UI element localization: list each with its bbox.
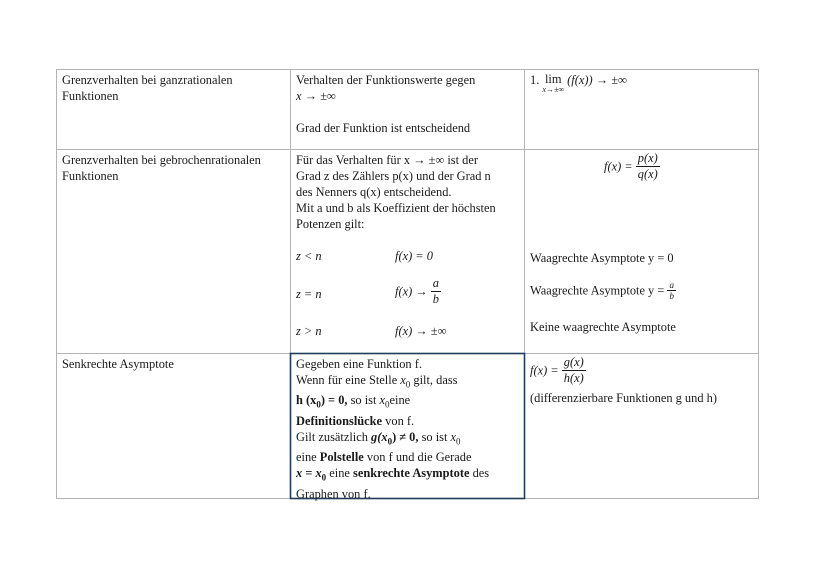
row2-title: Grenzverhalten bei gebrochenrationalen Funktionen: [62, 153, 261, 183]
fx-lhs: f(x) =: [604, 159, 633, 174]
fx-fraction: [636, 151, 660, 182]
frac-numerator: a: [669, 280, 674, 290]
row2-description: [296, 152, 522, 232]
limit-operator: [542, 72, 564, 94]
desc-line: eine Polstelle von f und die Gerade: [296, 450, 472, 465]
desc-line: h $(x_0) = 0$, so ist $x_0eine$: [296, 393, 411, 410]
fx-numerator: g(x): [563, 355, 584, 369]
desc-line: Mit a und b als Koeffizient der höchsten: [296, 201, 496, 215]
row1-title: Grenzverhalten bei ganzrationalen Funktionen: [62, 73, 233, 103]
desc-line: Definitionslücke von f.: [296, 413, 415, 428]
row1-behaviour: Verhalten der Funktionswerte gegen: [296, 73, 476, 87]
case-condition: z = n: [296, 287, 322, 301]
row3-title: Senkrechte Asymptote: [62, 357, 174, 371]
lim-subscript: x→±∞: [542, 85, 565, 94]
frac-denominator: b: [669, 291, 674, 301]
desc-line: Wenn für eine Stelle $x_0$ gilt, dass: [296, 373, 458, 390]
row2-fx-formula: [604, 151, 660, 182]
fx-numerator: p(x): [637, 151, 658, 165]
fx-denominator: h(x): [563, 371, 584, 385]
frac-numerator: a: [432, 276, 439, 290]
desc-line: Grad z des Zählers p(x) und der Grad n: [296, 169, 491, 183]
case-asymptote: Keine waagrechte Asymptote: [530, 320, 676, 334]
row1-approach: x → ±∞: [296, 89, 336, 103]
case-result-lhs: f(x) →: [395, 284, 428, 299]
fx-denominator: q(x): [637, 167, 658, 181]
limit-expression: (f(x)) → ±∞: [567, 73, 627, 87]
desc-line: Potenzen gilt:: [296, 217, 365, 231]
desc-line: Gegeben eine Funktion f.: [296, 357, 422, 371]
case-condition: z < n: [296, 249, 322, 263]
row3-fx-formula: [530, 355, 586, 386]
case-asymptote: Waagrechte Asymptote y = 0: [530, 251, 674, 265]
desc-line: Graphen von f.: [296, 486, 371, 501]
case-asymptote-text: Waagrechte Asymptote y =: [530, 283, 665, 298]
desc-line: des Nenners q(x) entscheidend.: [296, 185, 452, 199]
fx-lhs: f(x) =: [530, 363, 559, 378]
row3-note: (differenzierbare Funktionen g und h): [530, 391, 717, 405]
frac-denominator: b: [432, 292, 439, 306]
desc-line: Gilt zusätzlich $g(x_0) \ne 0$, so ist $x_0$: [296, 429, 461, 447]
case-result: f(x) = 0: [395, 249, 433, 263]
desc-line: $x = x_0$ eine senkrechte Asymptote des: [296, 466, 490, 483]
case-condition: z > n: [296, 324, 322, 338]
case-result: [395, 276, 441, 307]
formula-number: 1.: [530, 73, 540, 87]
row1-limit-formula: [530, 72, 627, 94]
row3-description: [296, 356, 522, 502]
lim-word: lim: [544, 72, 562, 86]
case-asymptote: [530, 280, 676, 301]
case-result: f(x) → ±∞: [395, 324, 447, 338]
case-fraction: [431, 276, 441, 307]
desc-line: Für das Verhalten für x → ±∞ ist der: [296, 153, 478, 167]
row1-degree-note: Grad der Funktion ist entscheidend: [296, 121, 471, 135]
fx-fraction: [562, 355, 586, 386]
asymptote-fraction: [667, 280, 676, 301]
